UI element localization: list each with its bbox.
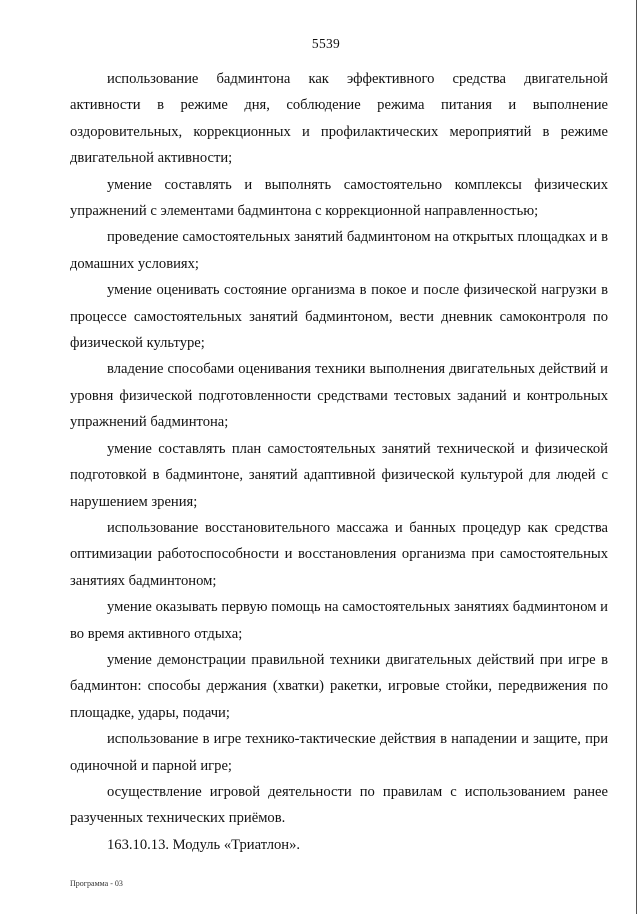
paragraph-1: использование бадминтона как эффективного средства двигательной активности в режиме дня, соблюдение режима питания и выполнение оздоровительных, коррекционных и профилактических мероприятий в режиме двигательной активности;	[70, 71, 608, 167]
paragraph-2: умение составлять и выполнять самостоятельно комплексы физических упражнений с элементами бадминтона с коррекционной направленностью;	[70, 176, 608, 220]
paragraph-5: владение способами оценивания техники выполнения двигательных действий и уровня физической подготовленности средствами тестовых заданий и контрольных упражнений бадминтона;	[70, 361, 608, 431]
paragraph-7: использование восстановительного массажа и банных процедур как средства оптимизации работоспособности и восстановления организма при самостоятельных занятиях бадминтоном;	[70, 519, 608, 589]
paragraph-10: использование в игре технико-тактические действия в нападении и защите, при одиночной и парной игре;	[70, 731, 608, 774]
paragraph-6: умение составлять план самостоятельных занятий технической и физической подготовкой в бадминтоне, занятий адаптивной физической культурой для людей с нарушением зрения;	[70, 440, 608, 510]
scan-edge-line	[636, 0, 637, 914]
paragraph-11: осуществление игровой деятельности по правилам с использованием ранее разученных технических приёмов.	[70, 783, 608, 827]
paragraph-4: умение оценивать состояние организма в покое и после физической нагрузки в процессе самостоятельных занятий бадминтоном, вести дневник самоконтроля по физической культуре;	[70, 282, 608, 352]
paragraph-8: умение оказывать первую помощь на самостоятельных занятиях бадминтоном и во время активного отдыха;	[70, 599, 608, 642]
body-text	[70, 66, 608, 858]
footer-program-label: Программа - 03	[70, 879, 123, 888]
paragraph-9: умение демонстрации правильной техники двигательных действий при игре в бадминтон: способы держания (хватки) ракетки, игровые стойки, передвижения по площадке, удары, подачи;	[70, 651, 608, 721]
paragraph-3: проведение самостоятельных занятий бадминтоном на открытых площадках и в домашних условиях;	[70, 229, 608, 272]
module-heading: 163.10.13. Модуль «Триатлон».	[107, 836, 301, 853]
page-number: 5539	[311, 36, 341, 51]
